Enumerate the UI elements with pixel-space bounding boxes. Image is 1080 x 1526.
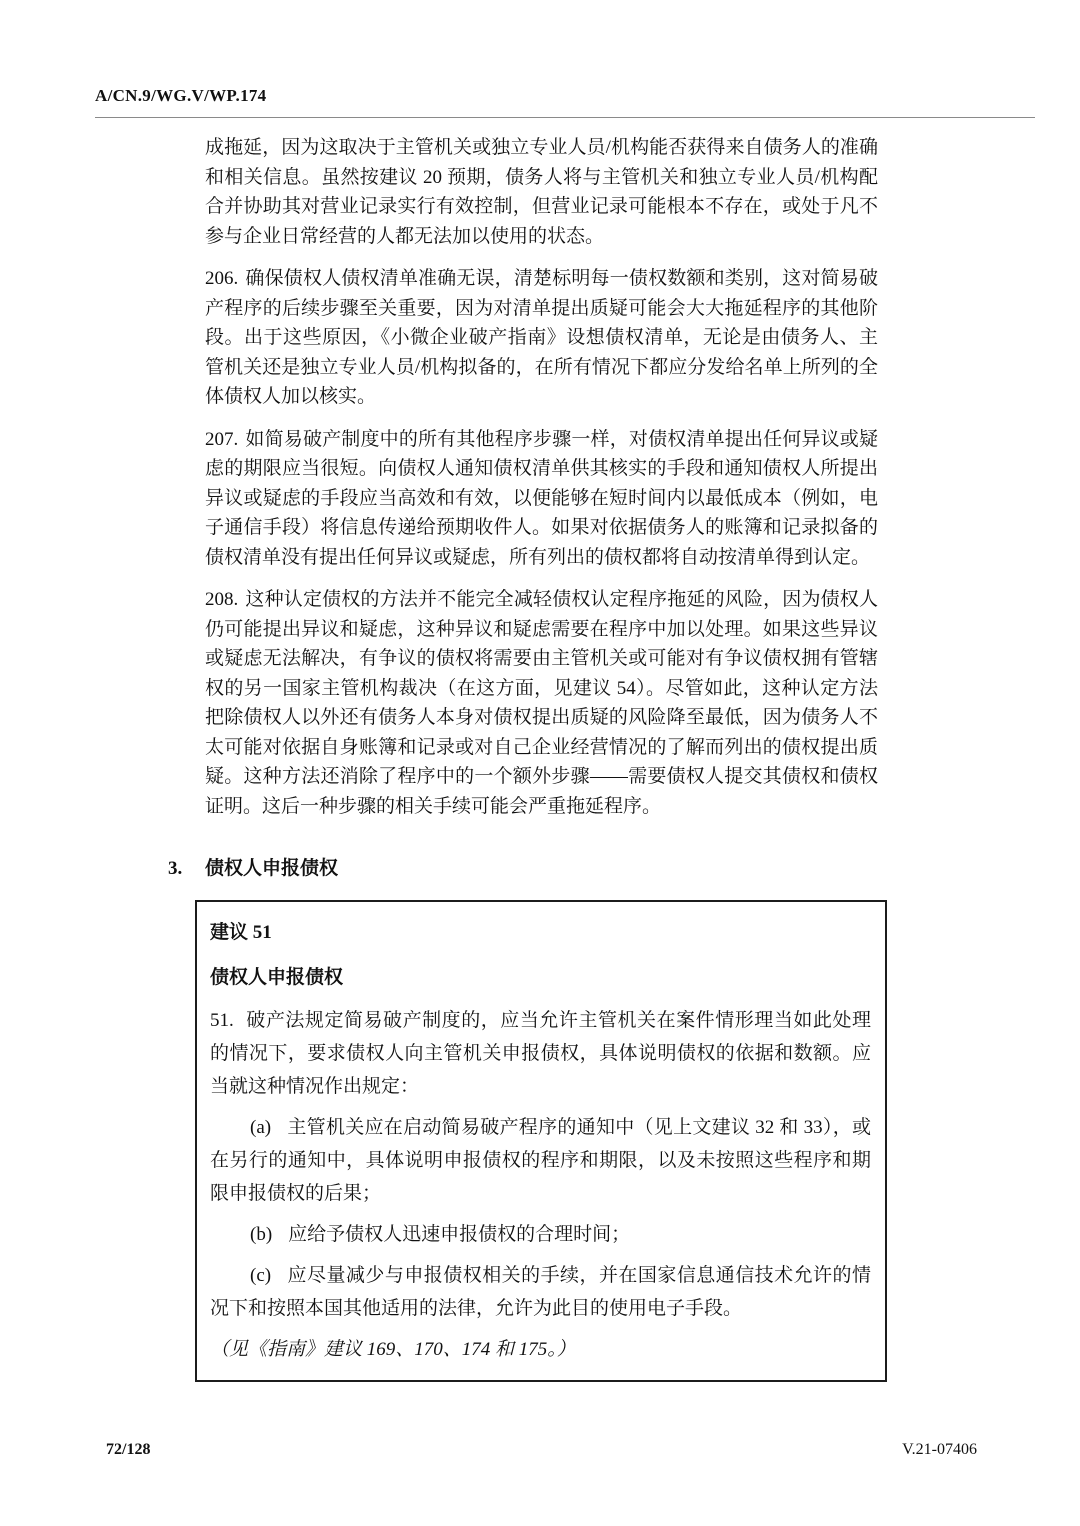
paragraph-text: 这种认定债权的方法并不能完全减轻债权认定程序拖延的风险，因为债权人仍可能提出异议和疑虑，这种异议和疑虑需要在程序中加以处理。如果这些异议或疑虑无法解决，有争议的债权将需要由主管机关或可能对有争议债权拥有管辖权的另一国家主管机构裁决（在这方面，见建议 54）。尽管如此，这种认定方法把除债权人以外还有债务人本身对债权提出质疑的风险降至最低，因为债务人不太可能对依据自身账簿和记录或对自己企业经营情况的了解而列出的债权提出质疑。这种方法还消除了程序中的一个额外步骤——需要债权人提交其债权和债权证明。这后一种步骤的相关手续可能会严重拖延程序。 (205, 589, 878, 817)
list-item-label: (a) (250, 1116, 272, 1138)
list-item-label: (c) (250, 1264, 272, 1286)
list-item-text: 应给予债权人迅速申报债权的合理时间； (288, 1223, 631, 1245)
paragraph-text: 确保债权人债权清单准确无误，清楚标明每一债权数额和类别，这对简易破产程序的后续步骤至关重要，因为对清单提出质疑可能会大大拖延程序的其他阶段。出于这些原因，《小微企业破产指南》设想债权清单，无论是由债务人、主管机关还是独立专业人员/机构拟备的，在所有情况下都应分发给名单上所列的全体债权人加以核实。 (205, 268, 878, 407)
paragraph-number: 51. (210, 1009, 234, 1031)
list-item-label: (b) (250, 1223, 273, 1245)
doc-symbol: A/CN.9/WG.V/WP.174 (95, 86, 267, 105)
paragraph-text: 如简易破产制度中的所有其他程序步骤一样，对债权清单提出任何异议或疑虑的期限应当很短。向债权人通知债权清单供其核实的手段和通知债权人所提出异议或疑虑的手段应当高效和有效，以便能够在短时间内以最低成本（例如，电子通信手段）将信息传递给预期收件人。如果对依据债务人的账簿和记录拟备的债权清单没有提出任何异议或疑虑，所有列出的债权都将自动按清单得到认定。 (205, 428, 878, 568)
list-item-text: 主管机关应在启动简易破产程序的通知中（见上文建议 32 和 33），或在另行的通知中，具体说明申报债权的程序和期限，以及未按照这些程序和期限申报债权的后果； (210, 1116, 871, 1204)
paragraph-intro (205, 133, 878, 251)
section-title: 债权人申报债权 (205, 858, 339, 879)
footer-page-number: 72/128 (106, 1441, 151, 1458)
list-item-c (210, 1259, 871, 1325)
main-text-column (168, 133, 878, 1382)
paragraph-51 (210, 1004, 871, 1103)
recommendation-box (195, 900, 887, 1382)
list-item-text: 应尽量减少与申报债权相关的手续，并在国家信息通信技术允许的情况下和按照本国其他适用的法律，允许为此目的使用电子手段。 (210, 1264, 871, 1319)
paragraph-208 (205, 585, 878, 821)
paragraph-207 (205, 425, 878, 573)
recommendation-box-title: 建议 51 (210, 921, 272, 943)
paragraph-text: 破产法规定简易破产制度的，应当允许主管机关在案件情形理当如此处理的情况下，要求债权人向主管机关申报债权，具体说明债权的依据和数额。应当就这种情况作出规定： (210, 1009, 871, 1097)
paragraph-number: 207. (205, 428, 239, 450)
paragraph-text: 成拖延，因为这取决于主管机关或独立专业人员/机构能否获得来自债务人的准确和相关信息。虽然按建议 20 预期，债务人将与主管机关和独立专业人员/机构配合并协助其对营业记录实行有效控制，但营业记录可能根本不存在，或处于凡不参与企业日常经营的人都无法加以使用的状态。 (205, 137, 878, 247)
list-item-b (210, 1218, 871, 1251)
list-item-a (210, 1111, 871, 1210)
section-heading (168, 854, 878, 884)
paragraph-number: 208. (205, 589, 239, 610)
recommendation-box-footnote: （见《指南》建议 169、170、174 和 175。） (210, 1338, 576, 1360)
section-number: 3. (168, 858, 183, 879)
paragraph-206 (205, 264, 878, 412)
header-rule (95, 117, 1035, 118)
recommendation-box-subtitle: 债权人申报债权 (210, 966, 344, 988)
paragraph-number: 206. (205, 268, 239, 289)
footer-doc-number: V.21-07406 (902, 1441, 977, 1458)
